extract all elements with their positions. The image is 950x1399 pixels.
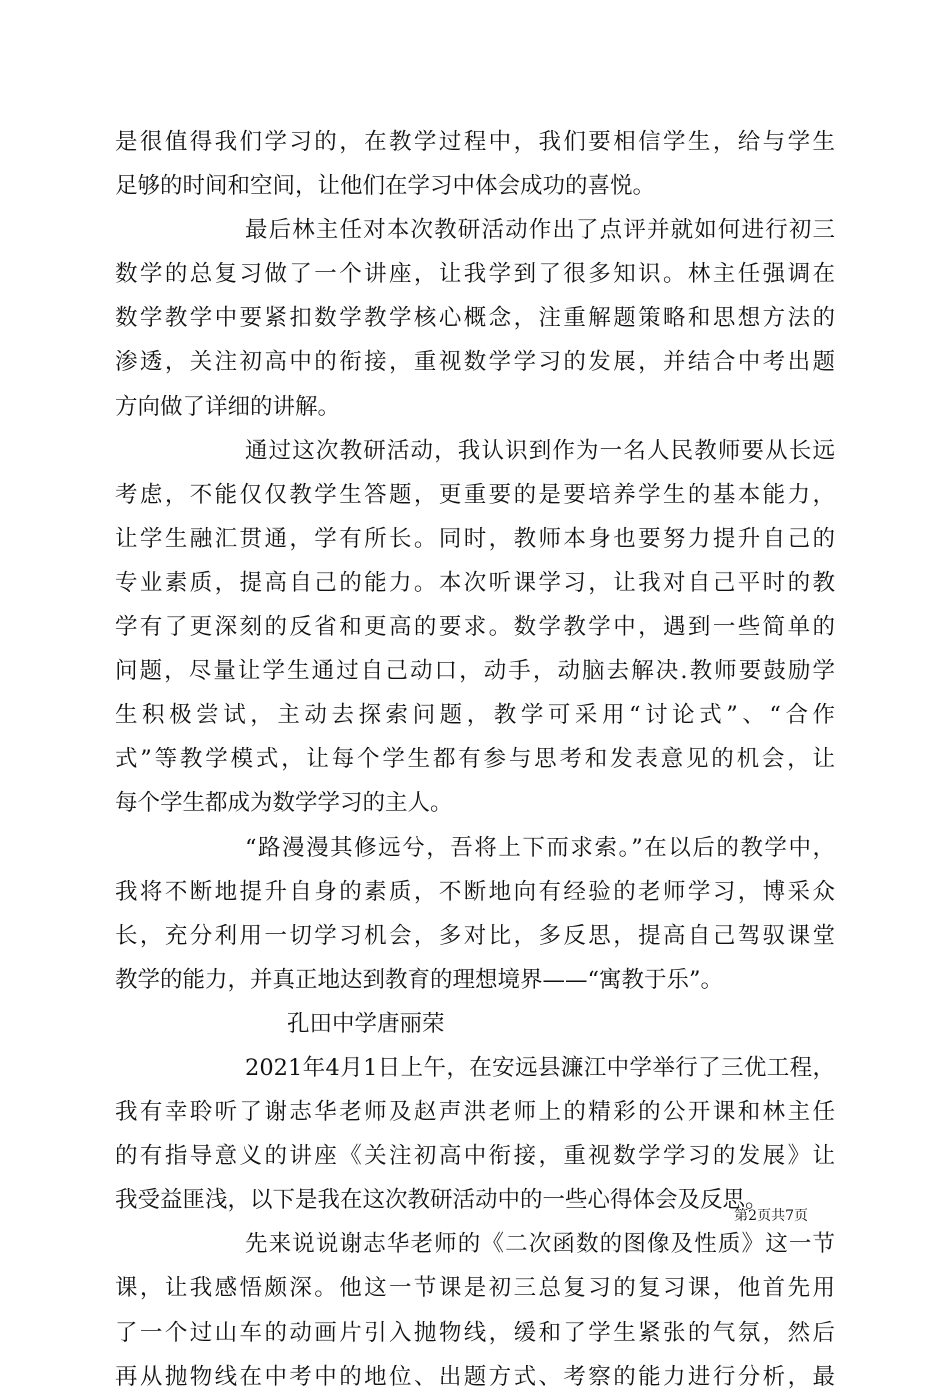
text-line: 考虑，不能仅仅教学生答题，更重要的是要培养学生的基本能力， bbox=[115, 481, 835, 508]
text-line: 再从抛物线在中考中的地位、出题方式、考察的能力进行分析，最 bbox=[115, 1363, 835, 1390]
author-line bbox=[115, 1002, 835, 1046]
text-line: 课，让我感悟颇深。他这一节课是初三总复习的复习课，他首先用 bbox=[115, 1275, 835, 1302]
text-line: 学有了更深刻的反省和更高的要求。数学教学中，遇到一些简单的 bbox=[115, 614, 835, 641]
text-line: 式”等教学模式，让每个学生都有参与思考和发表意见的机会，让 bbox=[115, 746, 835, 773]
text-line: 足够的时间和空间，让他们在学习中体会成功的喜悦。 bbox=[115, 173, 656, 200]
paragraph bbox=[115, 826, 835, 1002]
paragraph bbox=[115, 208, 835, 428]
text-line: 最后林主任对本次教研活动作出了点评并就如何进行初三 bbox=[245, 217, 835, 244]
paragraph bbox=[115, 120, 835, 208]
text-line: 数学教学中要紧扣数学教学核心概念，注重解题策略和思想方法的 bbox=[115, 305, 835, 332]
paragraph bbox=[115, 1046, 835, 1222]
text-line: 数学的总复习做了一个讲座，让我学到了很多知识。林主任强调在 bbox=[115, 261, 835, 288]
text-line: 我有幸聆听了谢志华老师及赵声洪老师上的精彩的公开课和林主任 bbox=[115, 1099, 835, 1126]
text-line: 让学生融汇贯通，学有所长。同时，教师本身也要努力提升自己的 bbox=[115, 525, 835, 552]
text-line: 了一个过山车的动画片引入抛物线，缓和了学生紧张的气氛，然后 bbox=[115, 1319, 835, 1346]
text-line: 的有指导意义的讲座《关注初高中衔接，重视数学学习的发展》让 bbox=[115, 1143, 835, 1170]
paragraph bbox=[115, 1222, 835, 1398]
text-line: 是很值得我们学习的，在教学过程中，我们要相信学生，给与学生 bbox=[115, 129, 835, 155]
text-line: 通过这次教研活动，我认识到作为一名人民教师要从长远 bbox=[245, 437, 835, 464]
text-line: 我受益匪浅，以下是我在这次教研活动中的一些心得体会及反思。 bbox=[115, 1187, 768, 1214]
text-line: “路漫漫其修远兮，吾将上下而求索。”在以后的教学中， bbox=[245, 834, 835, 861]
text-line: 专业素质，提高自己的能力。本次听课学习，让我对自己平时的教 bbox=[115, 569, 835, 596]
text-line: 2021年4月1日上午，在安远县濂江中学举行了三优工程， bbox=[245, 1054, 835, 1081]
text-line: 渗透，关注初高中的衔接，重视数学学习的发展，并结合中考出题 bbox=[115, 349, 835, 376]
text-line: 长，充分利用一切学习机会，多对比，多反思，提高自己驾驭课堂 bbox=[115, 922, 835, 949]
text-line: 我将不断地提升自身的素质，不断地向有经验的老师学习，博采众 bbox=[115, 878, 835, 905]
text-line: 教学的能力，并真正地达到教育的理想境界——“寓教于乐”。 bbox=[115, 966, 724, 993]
text-line: 问题，尽量让学生通过自己动口，动手，动脑去解决.教师要鼓励学 bbox=[115, 658, 835, 685]
text-line: 先来说说谢志华老师的《二次函数的图像及性质》这一节 bbox=[245, 1231, 835, 1258]
text-line: 方向做了详细的讲解。 bbox=[115, 393, 341, 420]
text-line: 孔田中学唐丽荣 bbox=[287, 1010, 445, 1037]
text-line: 生积极尝试，主动去探索问题，教学可采用“讨论式”、“合作 bbox=[115, 702, 835, 729]
page-number-footer: 第2页共7页 bbox=[734, 1208, 808, 1224]
text-line: 每个学生都成为数学学习的主人。 bbox=[115, 790, 453, 817]
paragraph bbox=[115, 429, 835, 826]
document-body bbox=[115, 120, 835, 1399]
